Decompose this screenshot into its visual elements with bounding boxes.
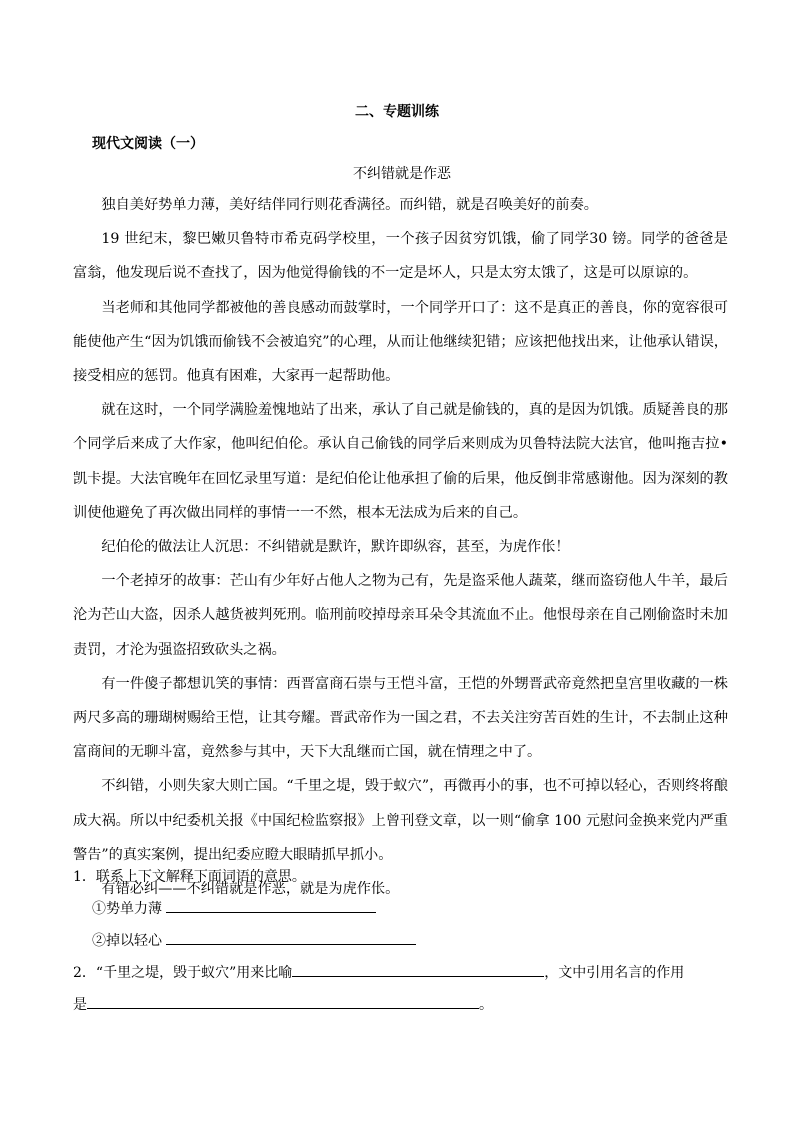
question-2-line-2 xyxy=(73,994,493,1014)
question-2-text: 2．“千里之堤，毁于蚁穴”用来比喻 xyxy=(73,965,293,981)
question-2-text-cont: ，文中引用名言的作用 xyxy=(544,965,685,981)
article-paragraph: 独自美好势单力薄，美好结伴同行则花香满径。而纠错，就是召唤美好的前奏。 xyxy=(101,197,598,213)
answer-blank[interactable] xyxy=(87,994,479,1009)
article-paragraph: 一个老掉牙的故事：芒山有少年好占他人之物为己有，先是盗采他人蔬菜，继而盗窃他人牛羊，最后沦为芒山大盗，因杀人越货被判死刑。临刑前咬掉母亲耳朵令其流血不止。他恨母亲在自己刚偷盗时未加责罚，才沦为强盗招致砍头之祸。 xyxy=(73,573,728,658)
article-paragraph: 纪伯伦的做法让人沉思：不纠错就是默许，默许即纵容，甚至，为虎作伥！ xyxy=(101,539,570,556)
question-1-item-2-label: ②掉以轻心 xyxy=(92,933,162,949)
question-1 xyxy=(73,866,306,886)
answer-blank[interactable] xyxy=(166,930,416,945)
article-paragraph: 就在这时，一个同学满脸羞愧地站了出来，承认了自己就是偷钱的，真的是因为饥饿。质疑善良的那个同学后来成了大作家，他叫纪伯伦。承认自己偷钱的同学后来则成为贝鲁特法院大法官，他叫拖吉拉•凯卡提。大法官晚年在回忆录里写道：是纪伯伦让他承担了偷的后果，他反倒非常感谢他。因为深刻的教训使他避免了再次做出同样的事情一一不然，根本无法成为后来的自己。 xyxy=(73,402,728,521)
question-1-item-1-label: ①势单力薄 xyxy=(92,901,162,917)
question-2 xyxy=(73,962,684,982)
answer-blank[interactable] xyxy=(292,962,544,977)
question-2-text-end: 是 xyxy=(73,997,87,1013)
section-title: 二、专题训练 xyxy=(355,104,439,120)
question-1-item-2 xyxy=(92,930,416,950)
article-title: 不纠错就是作恶 xyxy=(353,166,451,182)
reading-subtitle: 现代文阅读（一） xyxy=(92,136,204,152)
question-1-item-1 xyxy=(92,898,376,918)
article-paragraph: 19 世纪末，黎巴嫩贝鲁特市希克码学校里，一个孩子因贫穷饥饿，偷了同学30 镑。同学的爸爸是富翁，他发现后说不查找了，因为他觉得偷钱的不一定是坏人，只是太穷太饿了，这是可以原谅的。 xyxy=(73,231,728,282)
question-1-text: 1．联系上下文解释下面词语的意思。 xyxy=(73,869,306,885)
article-paragraph: 有错必纠——不纠错就是作恶，就是为虎作伥。 xyxy=(101,881,400,898)
article-paragraph: 当老师和其他同学都被他的善良感动而鼓掌时，一个同学开口了：这不是真正的善良，你的宽容很可能使他产生“因为饥饿而偷钱不会被追究”的心理，从而让他继续犯错；应该把他找出来，让他承认错误，接受相应的惩罚。他真有困难，大家再一起帮助他。 xyxy=(73,299,728,385)
question-2-period: 。 xyxy=(479,997,493,1013)
article-paragraph: 有一件傻子都想讥笑的事情：西晋富商石崇与王恺斗富，王恺的外甥晋武帝竟然把皇宫里收藏的一株两尺多高的珊瑚树赐给王恺，让其夸耀。晋武帝作为一国之君，不去关注穷苦百姓的生计，不去制止这种富商间的无聊斗富，竟然参与其中，天下大乱继而亡国，就在情理之中了。 xyxy=(73,675,728,761)
answer-blank[interactable] xyxy=(166,898,376,913)
article-paragraph: 不纠错，小则失家大则亡国。“千里之堤，毁于蚁穴”，再微再小的事，也不可掉以轻心，否则终将酿成大祸。所以中纪委机关报《中国纪检监察报》上曾刊登文章，以一则“偷拿 100 元慰问金换来党内严重警告”的真实案例，提出纪委应瞪大眼睛抓早抓小。 xyxy=(73,778,728,863)
article-body xyxy=(73,188,728,906)
